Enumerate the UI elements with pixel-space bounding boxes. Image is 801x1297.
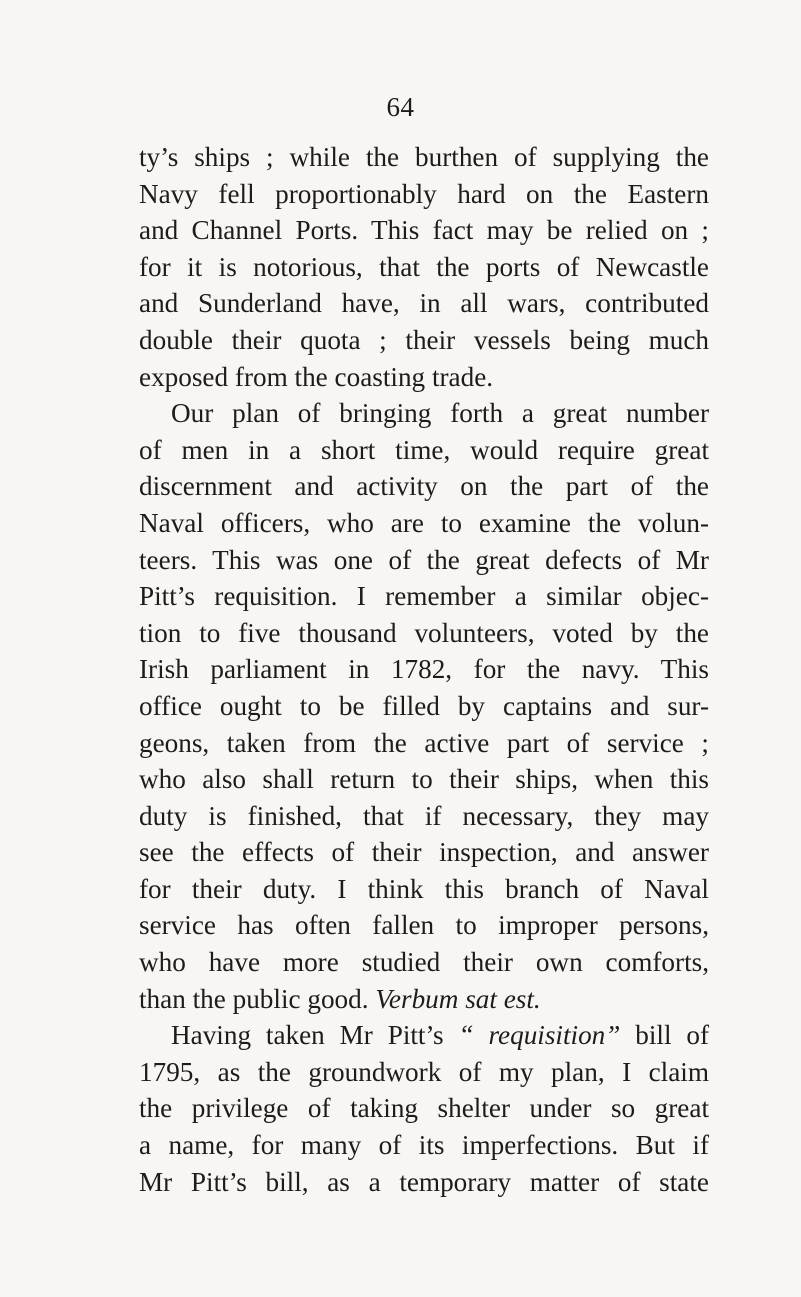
text-line: Pitt’s requisition. I remember a similar objec- xyxy=(139,581,709,612)
text-segment: than the public good. xyxy=(139,983,369,1014)
text-line: Naval officers, who are to examine the volun- xyxy=(139,507,709,538)
text-line: service has often fallen to improper persons, xyxy=(139,910,709,941)
text-line: see the effects of their inspection, and answer xyxy=(139,837,709,868)
latin-phrase: Verbum sat est. xyxy=(375,983,541,1014)
text-line: and Sunderland have, in all wars, contributed xyxy=(139,288,709,319)
text-line: of men in a short time, would require great xyxy=(139,434,709,465)
text-line: discernment and activity on the part of the xyxy=(139,471,709,502)
text-line: for it is notorious, that the ports of Newcastle xyxy=(139,251,709,282)
text-line: the privilege of taking shelter under so great xyxy=(139,1093,709,1124)
text-line xyxy=(139,981,709,1018)
text-line: for their duty. I think this branch of Naval xyxy=(139,873,709,904)
text-line: Irish parliament in 1782, for the navy. This xyxy=(139,654,709,685)
text-line: double their quota ; their vessels being much xyxy=(139,324,709,355)
text-line: duty is finished, that if necessary, they may xyxy=(139,800,709,831)
body-text xyxy=(139,139,709,1200)
text-line: Mr Pitt’s bill, as a temporary matter of state xyxy=(139,1166,709,1197)
text-line xyxy=(139,1017,709,1054)
text-line: Navy fell proportionably hard on the Eastern xyxy=(139,178,709,209)
text-line: ty’s ships ; while the burthen of supplying the xyxy=(139,142,709,172)
text-line: 1795, as the groundwork of my plan, I claim xyxy=(139,1056,709,1087)
text-line: exposed from the coasting trade. xyxy=(139,361,494,392)
text-line: office ought to be filled by captains and sur- xyxy=(139,690,709,721)
text-line: and Channel Ports. This fact may be relied on ; xyxy=(139,215,709,246)
text-line: who also shall return to their ships, when this xyxy=(139,764,709,795)
italic-term: “ requisition” xyxy=(458,1020,621,1051)
text-line: who have more studied their own comforts, xyxy=(139,947,709,978)
text-line: a name, for many of its imperfections. But if xyxy=(139,1130,709,1161)
text-segment: bill of xyxy=(635,1020,710,1051)
text-line: teers. This was one of the great defects of Mr xyxy=(139,544,709,575)
text-line: geons, taken from the active part of service ; xyxy=(139,727,709,758)
text-segment: Having taken Mr Pitt’s xyxy=(171,1020,444,1051)
text-line: tion to five thousand volunteers, voted by the xyxy=(139,617,709,648)
page-number: 64 xyxy=(386,92,415,122)
text-line: Our plan of bringing forth a great number xyxy=(171,398,709,429)
